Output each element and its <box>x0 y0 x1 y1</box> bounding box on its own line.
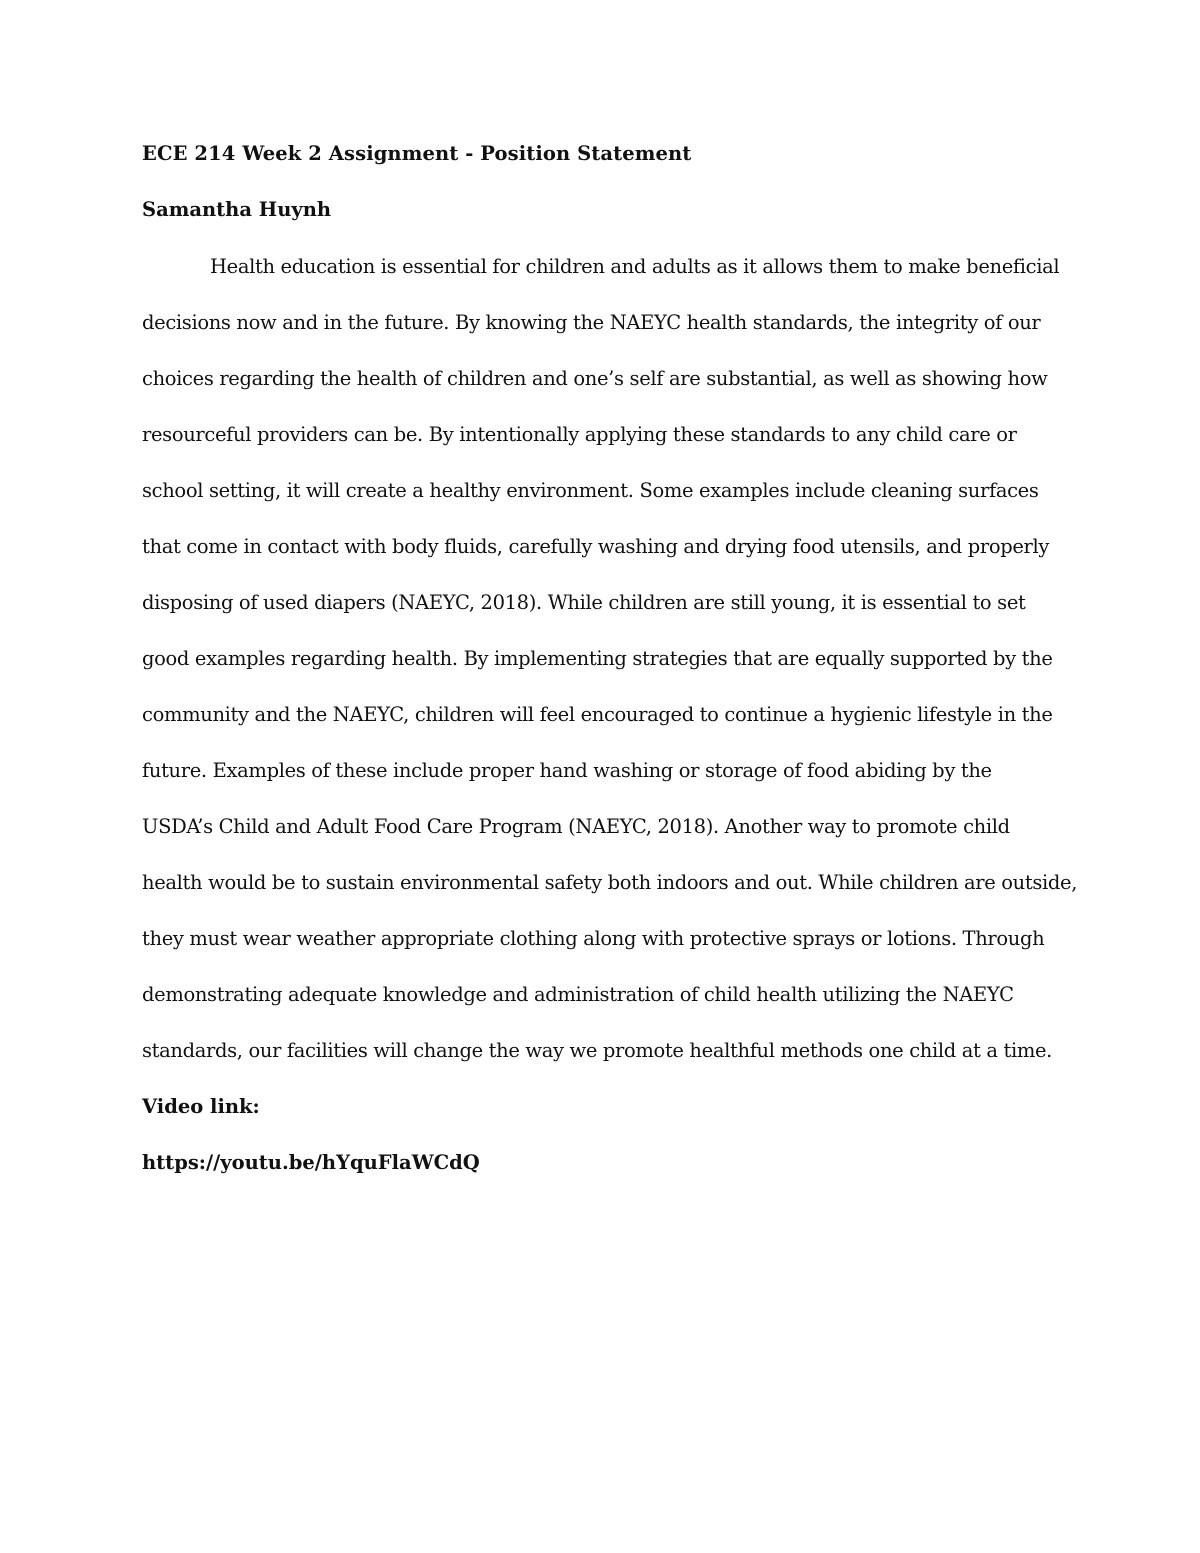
paragraph-line: USDA’s Child and Adult Food Care Program (NAEYC, 2018). Another way to promote child <box>142 815 1010 838</box>
paragraph-line: demonstrating adequate knowledge and administration of child health utilizing the NAEYC <box>142 983 1014 1006</box>
paragraph-line: good examples regarding health. By implementing strategies that are equally supported by the <box>142 647 1053 670</box>
document-title: ECE 214 Week 2 Assignment - Position Statement <box>142 142 692 165</box>
paragraph-line: future. Examples of these include proper hand washing or storage of food abiding by the <box>142 759 992 782</box>
video-link-label: Video link: <box>142 1095 260 1118</box>
paragraph-line: standards, our facilities will change the way we promote healthful methods one child at a time. <box>142 1039 1053 1062</box>
paragraph-line: resourceful providers can be. By intentionally applying these standards to any child care or <box>142 423 1017 446</box>
paragraph-line: disposing of used diapers (NAEYC, 2018). While children are still young, it is essential to set <box>142 591 1026 614</box>
paragraph-line: community and the NAEYC, children will feel encouraged to continue a hygienic lifestyle in the <box>142 703 1053 726</box>
paragraph-line: choices regarding the health of children and one’s self are substantial, as well as showing how <box>142 367 1048 390</box>
author-name: Samantha Huynh <box>142 198 332 221</box>
paragraph-line: decisions now and in the future. By knowing the NAEYC health standards, the integrity of our <box>142 311 1041 334</box>
paragraph-line: they must wear weather appropriate clothing along with protective sprays or lotions. Through <box>142 927 1045 950</box>
paragraph-line: school setting, it will create a healthy environment. Some examples include cleaning surfaces <box>142 479 1039 502</box>
paragraph-line: that come in contact with body fluids, carefully washing and drying food utensils, and properly <box>142 535 1050 558</box>
video-link-url[interactable]: https://youtu.be/hYquFlaWCdQ <box>142 1151 480 1174</box>
paragraph-line: Health education is essential for children and adults as it allows them to make beneficial <box>210 255 1060 278</box>
paragraph-line: health would be to sustain environmental safety both indoors and out. While children are outside, <box>142 871 1078 894</box>
